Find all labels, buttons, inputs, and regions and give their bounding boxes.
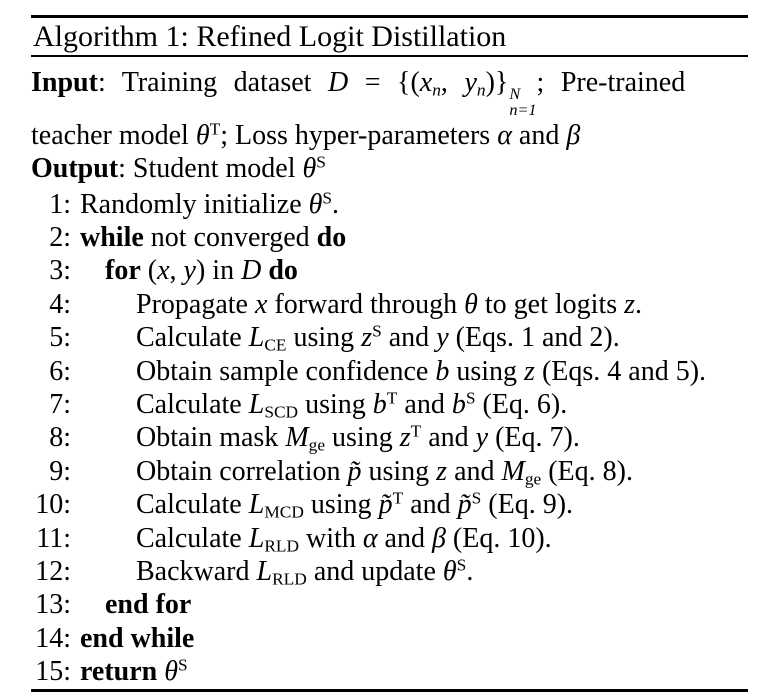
text-seg-i: D — [327, 67, 349, 98]
text-seg-r: using — [361, 455, 437, 487]
text-seg-i: b — [451, 389, 466, 421]
supsub-bottom: n=1 — [509, 101, 537, 120]
step-line-8 — [31, 421, 748, 454]
text-seg-isub: n — [432, 80, 441, 100]
text-seg-i: θ — [302, 152, 317, 184]
text-seg-r: : Student model — [118, 152, 303, 184]
text-seg-r: Calculate — [136, 322, 249, 354]
step-text — [127, 321, 620, 354]
step-text — [127, 355, 706, 388]
text-seg-i: p̃ — [378, 489, 393, 521]
text-seg-r: . — [332, 188, 340, 220]
text-seg-r: using — [298, 389, 373, 421]
io-block — [31, 66, 748, 185]
text-seg-sub: SCD — [264, 402, 299, 422]
text-seg-r: : Training dataset — [97, 67, 328, 98]
step-number: 15: — [35, 656, 71, 688]
text-seg-r: ( — [140, 255, 158, 287]
text-seg-b: do — [268, 255, 298, 287]
text-seg-i: b — [372, 389, 387, 421]
text-seg-sup: S — [456, 555, 467, 575]
text-seg-r: . — [466, 556, 474, 588]
text-seg-r: , — [169, 255, 184, 287]
step-text — [127, 488, 573, 521]
text-seg-r: (Eqs. 1 and 2). — [448, 322, 620, 354]
step-number: 13: — [35, 589, 71, 621]
text-seg-r: (Eq. 10). — [445, 522, 552, 554]
text-seg-i: θ — [308, 188, 323, 220]
step-line-5 — [31, 321, 748, 354]
text-seg-sup: S — [465, 388, 476, 408]
text-seg-i: b — [435, 355, 450, 387]
text-seg-i: x — [157, 255, 170, 287]
text-seg-i: p̃ — [457, 489, 472, 521]
text-seg-r: (Eqs. 4 and 5). — [534, 355, 707, 387]
text-seg-sub: RLD — [272, 569, 307, 589]
text-seg-sup: S — [471, 488, 482, 508]
input-line-1 — [31, 66, 748, 119]
text-seg-r: using — [286, 322, 362, 354]
text-seg-r: using — [325, 422, 400, 454]
text-seg-b: Input — [31, 67, 98, 98]
text-seg-i: p̃ — [347, 455, 362, 487]
step-line-9 — [31, 455, 748, 488]
text-seg-b: return — [80, 656, 158, 688]
text-seg-r: ; Loss hyper-parameters — [220, 119, 498, 151]
text-seg-i: x — [419, 67, 433, 98]
text-seg-r: using — [449, 355, 525, 387]
text-seg-i: L — [248, 489, 265, 521]
step-line-2 — [31, 221, 748, 254]
text-seg-b: end while — [80, 622, 195, 654]
step-text — [71, 221, 346, 254]
text-seg-i: y — [183, 255, 196, 287]
text-seg-r: Calculate — [136, 489, 249, 521]
step-number: 4: — [49, 288, 71, 320]
bottom-rule — [31, 689, 748, 692]
text-seg-r: with — [299, 522, 363, 554]
text-seg-r: Propagate — [136, 288, 255, 320]
text-seg-sup: T — [209, 119, 221, 139]
text-seg-r: )} — [485, 67, 509, 98]
text-seg-r: Randomly initialize — [80, 188, 309, 220]
step-number: 1: — [49, 188, 71, 220]
text-seg-r: not converged — [143, 221, 317, 253]
text-seg-r: Calculate — [136, 389, 249, 421]
text-seg-i: L — [256, 556, 273, 588]
text-seg-b: while — [80, 221, 144, 253]
text-seg-r: and — [381, 322, 437, 354]
text-seg-sub: ge — [308, 435, 326, 455]
text-seg-i: y — [464, 67, 477, 98]
text-seg-r: Calculate — [136, 522, 249, 554]
text-seg-i: β — [431, 522, 446, 554]
algorithm-steps — [31, 188, 748, 689]
step-text — [127, 522, 552, 555]
text-seg-r: and — [403, 489, 458, 521]
text-seg-r: to get logits — [477, 288, 625, 320]
text-seg-r: ; Pre-trained — [536, 67, 686, 98]
text-seg-sup: S — [316, 152, 326, 172]
step-line-6 — [31, 355, 748, 388]
text-seg-i: y — [436, 322, 449, 354]
step-line-11 — [31, 522, 748, 555]
text-seg-r: = — [348, 67, 398, 98]
text-seg-b: Output — [31, 152, 119, 184]
step-line-15 — [31, 655, 748, 688]
text-seg-r: , — [440, 67, 465, 98]
text-seg-sub: ge — [524, 469, 542, 489]
step-number: 12: — [35, 556, 71, 588]
text-seg-sub: RLD — [264, 535, 300, 555]
step-line-12 — [31, 555, 748, 588]
math-supsub — [509, 86, 536, 118]
text-seg-i: D — [241, 255, 262, 287]
text-seg-r: {( — [397, 67, 420, 98]
text-seg-i: L — [248, 389, 265, 421]
step-line-10 — [31, 488, 748, 521]
text-seg-i: L — [248, 322, 265, 354]
text-seg-isub: n — [476, 80, 486, 100]
step-text — [127, 455, 633, 488]
step-number: 3: — [49, 255, 71, 287]
text-seg-b: do — [316, 221, 347, 253]
text-seg-sup: T — [392, 488, 404, 508]
text-seg-r: (Eq. 8). — [541, 455, 633, 487]
text-seg-sub: MCD — [264, 502, 304, 522]
text-seg-i: L — [248, 522, 265, 554]
step-text — [127, 288, 642, 321]
text-seg-r: using — [303, 489, 379, 521]
text-seg-i: M — [501, 455, 525, 487]
step-line-1 — [31, 188, 748, 221]
text-seg-r: and — [397, 389, 452, 421]
step-number: 8: — [49, 422, 71, 454]
text-seg-i: z — [624, 288, 636, 320]
title-divider-rule — [31, 55, 748, 57]
step-line-3 — [31, 254, 748, 287]
step-text — [127, 388, 567, 421]
step-number: 5: — [49, 322, 71, 354]
step-line-7 — [31, 388, 748, 421]
text-seg-sup: T — [410, 421, 422, 441]
text-seg-b: end for — [105, 589, 192, 621]
text-seg-sup: T — [386, 388, 398, 408]
text-seg-r: and — [447, 455, 502, 487]
step-line-14 — [31, 622, 748, 655]
text-seg-r: (Eq. 7). — [488, 422, 580, 454]
step-text — [96, 588, 191, 621]
text-seg-r: (Eq. 9). — [481, 489, 574, 521]
step-text — [96, 254, 298, 287]
text-seg-i: α — [362, 522, 378, 554]
text-seg-i: z — [436, 455, 448, 487]
step-line-13 — [31, 588, 748, 621]
text-seg-r: and update — [306, 556, 443, 588]
step-text — [71, 188, 339, 221]
text-seg-r: and — [421, 422, 476, 454]
text-seg-i: z — [524, 355, 535, 387]
text-seg-i: x — [254, 288, 268, 320]
step-number: 7: — [49, 389, 71, 421]
text-seg-i: y — [475, 422, 489, 454]
step-number: 9: — [49, 455, 71, 487]
step-text — [127, 555, 473, 588]
output-line — [31, 152, 748, 185]
text-seg-r: . — [635, 288, 643, 320]
supsub-top: N — [509, 85, 521, 104]
step-number: 14: — [35, 622, 71, 654]
text-seg-sub: CE — [264, 335, 287, 355]
text-seg-i: θ — [464, 288, 478, 320]
text-seg-r: and — [511, 119, 567, 151]
text-seg-sup: S — [322, 188, 333, 208]
text-seg-sup: S — [178, 655, 188, 675]
text-seg-i: z — [361, 322, 373, 354]
text-seg-r: teacher model — [31, 119, 196, 151]
text-seg-r: Obtain correlation — [136, 455, 348, 487]
step-number: 11: — [36, 522, 71, 554]
text-seg-i: θ — [195, 119, 210, 151]
text-seg-i: θ — [442, 556, 457, 588]
step-line-4 — [31, 288, 748, 321]
step-number: 10: — [35, 489, 71, 521]
text-seg-r: Obtain sample confidence — [136, 355, 436, 387]
text-seg-r: forward through — [267, 288, 465, 320]
text-seg-i: M — [285, 422, 309, 454]
text-seg-sup: S — [372, 321, 382, 341]
text-seg-r: and — [377, 522, 432, 554]
text-seg-r: Backward — [136, 556, 257, 588]
text-seg-r: ) in — [195, 255, 242, 287]
text-seg-r: (Eq. 6). — [475, 389, 568, 421]
text-seg-i: β — [566, 119, 581, 151]
text-seg-i: z — [399, 422, 411, 454]
step-number: 2: — [49, 221, 71, 253]
step-text — [127, 421, 580, 454]
algorithm-title: Algorithm 1: Refined Logit Distillation — [33, 20, 507, 53]
step-number: 6: — [49, 355, 71, 387]
step-text — [71, 655, 188, 688]
input-line-2 — [31, 119, 748, 152]
text-seg-i: α — [497, 119, 512, 151]
text-seg-i: θ — [164, 656, 179, 688]
text-seg-r: Obtain mask — [136, 422, 286, 454]
step-text — [71, 622, 194, 655]
algorithm-block — [31, 0, 748, 692]
text-seg-b: for — [105, 255, 141, 287]
